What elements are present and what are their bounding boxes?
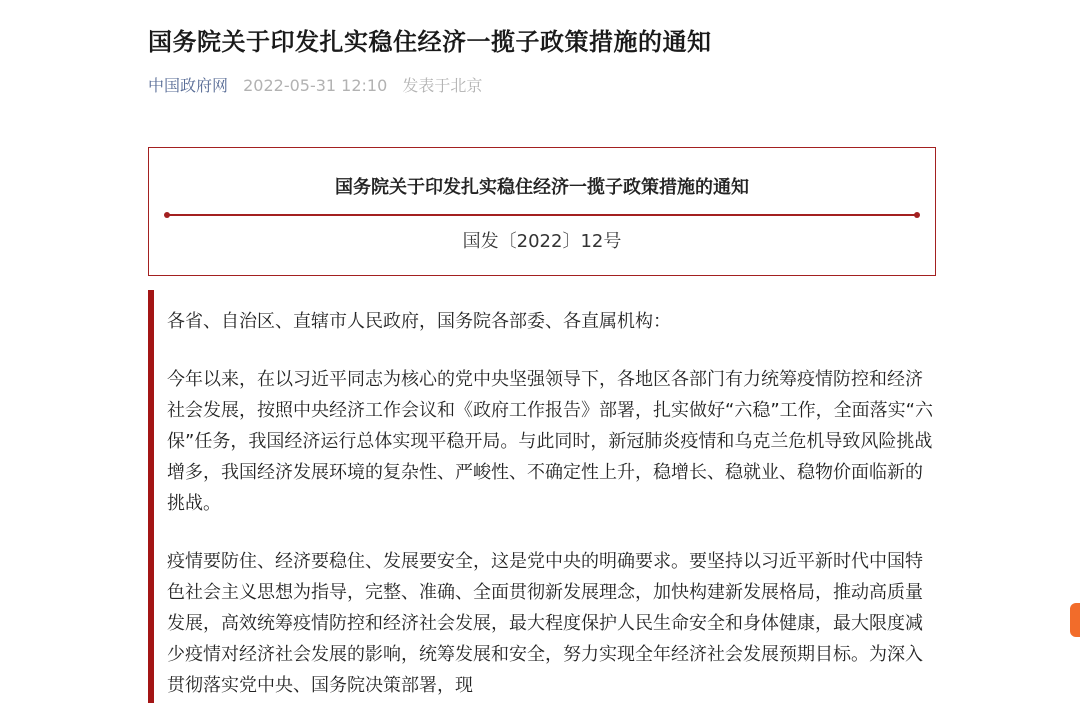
publish-datetime: 2022-05-31 12:10 bbox=[243, 76, 388, 95]
document-header-box bbox=[148, 147, 936, 276]
article-meta bbox=[148, 74, 482, 98]
divider-dot-right bbox=[914, 212, 920, 218]
source-link[interactable]: 中国政府网 bbox=[148, 76, 229, 95]
article-body bbox=[148, 290, 948, 703]
publish-location: 发表于北京 bbox=[402, 76, 483, 95]
body-paragraph-salutation: 各省、自治区、直辖市人民政府，国务院各部委、各直属机构： bbox=[167, 311, 671, 332]
body-paragraph: 今年以来，在以习近平同志为核心的党中央坚强领导下，各地区各部门有力统筹疫情防控和经济社会发展，按照中央经济工作会议和《政府工作报告》部署，扎实做好“六稳”工作，全面落实“六保”任务，我国经济运行总体实现平稳开局。与此同时，新冠肺炎疫情和乌克兰危机导致风险挑战增多，我国经济发展环境的复杂性、严峻性、不确定性上升，稳增长、稳就业、稳物价面临新的挑战。 bbox=[167, 369, 933, 514]
body-accent-bar bbox=[148, 290, 154, 703]
side-float-tab[interactable] bbox=[1070, 603, 1080, 637]
document-number: 国发〔2022〕12号 bbox=[462, 231, 622, 252]
article-title: 国务院关于印发扎实稳住经济一揽子政策措施的通知 bbox=[148, 28, 712, 56]
divider-dot-left bbox=[164, 212, 170, 218]
document-title: 国务院关于印发扎实稳住经济一揽子政策措施的通知 bbox=[335, 177, 749, 198]
body-paragraph: 疫情要防住、经济要稳住、发展要安全，这是党中央的明确要求。要坚持以习近平新时代中国特色社会主义思想为指导，完整、准确、全面贯彻新发展理念，加快构建新发展格局，推动高质量发展，高效统筹疫情防控和经济社会发展，最大程度保护人民生命安全和身体健康，最大限度减少疫情对经济社会发展的影响，统筹发展和安全，努力实现全年经济社会发展预期目标。为深入贯彻落实党中央、国务院决策部署，现 bbox=[167, 551, 923, 696]
body-text bbox=[167, 306, 937, 703]
document-divider bbox=[166, 214, 918, 216]
